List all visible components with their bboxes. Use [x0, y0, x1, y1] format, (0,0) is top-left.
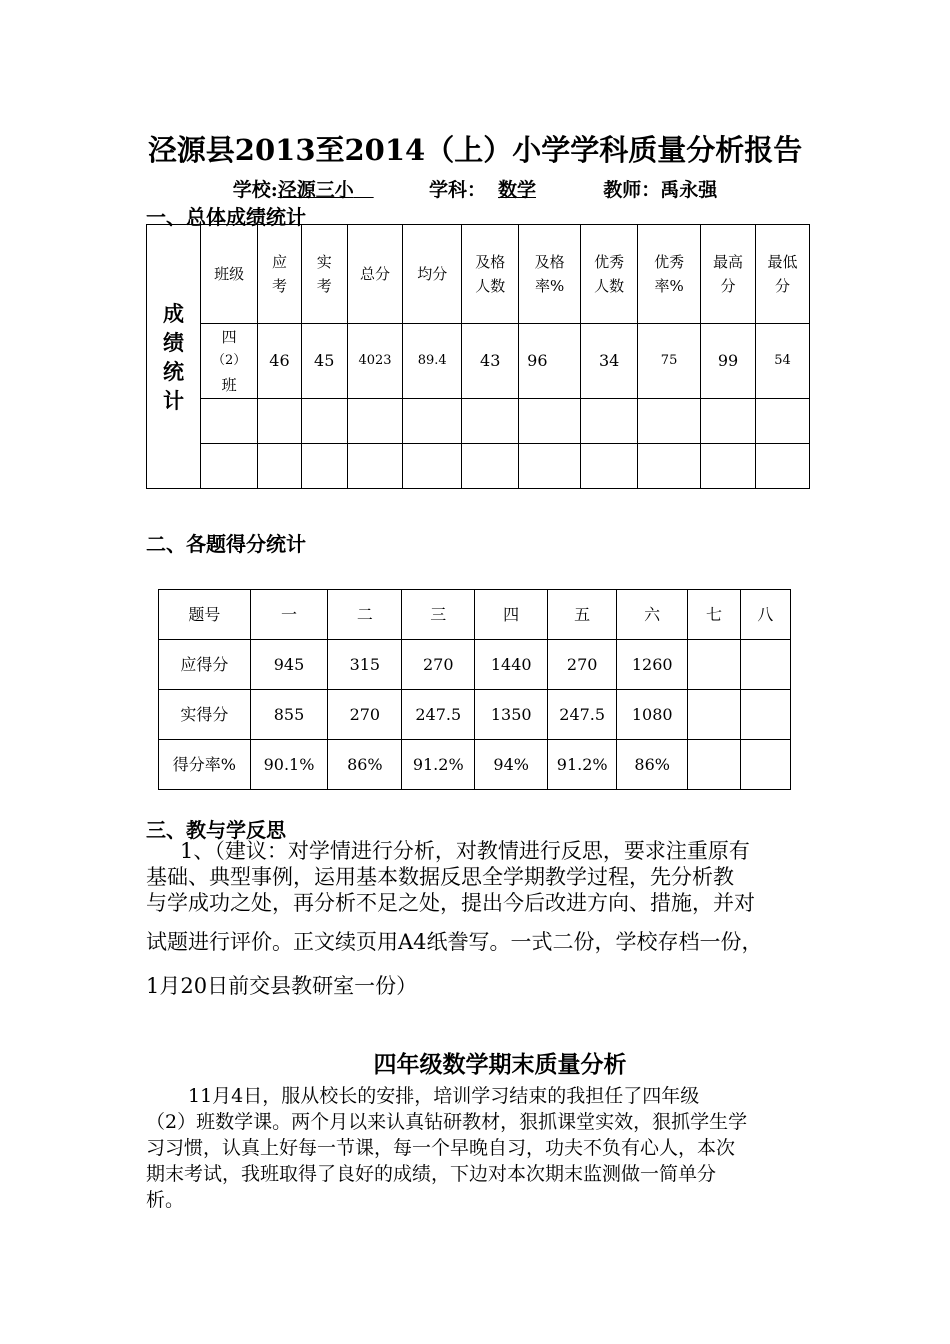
header-cell-max: 最高 分	[701, 225, 756, 324]
header-cell-excellent-count: 优秀 人数	[581, 225, 638, 324]
data-cell: 270	[548, 640, 617, 690]
data-cell: 89.4	[403, 324, 462, 399]
header-cell: 四	[475, 590, 548, 640]
data-cell: 247.5	[548, 690, 617, 740]
data-cell: 54	[756, 324, 810, 399]
table-row	[159, 740, 791, 790]
data-cell: 1350	[475, 690, 548, 740]
table-row	[159, 640, 791, 690]
data-cell: 270	[328, 690, 402, 740]
section1-heading: 一、总体成绩统计	[146, 205, 306, 229]
teacher-label: 教师：	[603, 179, 661, 201]
header-cell: 一	[250, 590, 327, 640]
table-row	[147, 324, 810, 399]
side-char: 绩	[163, 329, 184, 355]
data-cell: 315	[328, 640, 402, 690]
header-cell: 三	[402, 590, 475, 640]
data-cell: 34	[581, 324, 638, 399]
header-cell: 八	[740, 590, 790, 640]
report-meta-line	[0, 175, 950, 202]
class-cell: 四 （2） 班	[201, 324, 258, 399]
header-cell: 七	[688, 590, 740, 640]
header-cell-pass-count: 及格 人数	[462, 225, 519, 324]
data-cell: 945	[250, 640, 327, 690]
empty-row	[147, 444, 810, 489]
question-score-table	[158, 589, 791, 790]
row-label: 实得分	[159, 690, 251, 740]
header-cell-expected: 应 考	[258, 225, 301, 324]
table-header-row	[159, 590, 791, 640]
data-cell	[688, 690, 740, 740]
reflection-paragraph	[146, 838, 826, 916]
header-cell-average: 均分	[403, 225, 462, 324]
row-label: 得分率%	[159, 740, 251, 790]
side-char: 成	[163, 300, 184, 326]
side-char: 计	[163, 387, 184, 413]
data-cell: 4023	[347, 324, 402, 399]
analysis-paragraph	[146, 1083, 826, 1213]
paragraph-line: 习习惯，认真上好每一节课，每一个早晚自习，功夫不负有心人，本次	[146, 1137, 736, 1159]
header-cell: 二	[328, 590, 402, 640]
data-cell: 90.1%	[250, 740, 327, 790]
data-cell: 96	[519, 324, 581, 399]
data-cell: 43	[462, 324, 519, 399]
data-cell: 1440	[475, 640, 548, 690]
subject-label: 学科：	[428, 179, 486, 201]
data-cell	[740, 740, 790, 790]
paragraph-line: 试题进行评价。正文续页用A4纸誊写。一式二份，学校存档一份，	[146, 930, 763, 954]
paragraph-line: 析。	[146, 1189, 185, 1211]
header-cell: 题号	[159, 590, 251, 640]
data-cell: 45	[301, 324, 347, 399]
table-row	[159, 690, 791, 740]
data-cell	[740, 640, 790, 690]
header-cell-excellent-rate: 优秀 率%	[638, 225, 701, 324]
section3-heading: 三、教与学反思	[146, 818, 286, 842]
paragraph-line: 期末考试，我班取得了良好的成绩，下边对本次期末监测做一简单分	[146, 1163, 717, 1185]
header-cell: 六	[617, 590, 688, 640]
paragraph-line: 11月4日，服从校长的安排，培训学习结束的我担任了四年级	[188, 1085, 700, 1107]
data-cell: 270	[402, 640, 475, 690]
document-title: 泾源县2013至2014（上）小学学科质量分析报告	[147, 133, 803, 167]
paragraph-line: 基础、典型事例，运用基本数据反思全学期教学过程，先分析教	[146, 865, 734, 889]
data-cell: 1260	[617, 640, 688, 690]
data-cell: 247.5	[402, 690, 475, 740]
paragraph-line: 1月20日前交县教研室一份）	[146, 974, 418, 998]
paragraph-line: （2）班数学课。两个月以来认真钻研教材，狠抓课堂实效，狠抓学生学	[146, 1111, 748, 1133]
data-cell: 75	[638, 324, 701, 399]
data-cell	[688, 740, 740, 790]
header-cell: 五	[548, 590, 617, 640]
header-cell-pass-rate: 及格 率%	[519, 225, 581, 324]
section2-heading: 二、各题得分统计	[146, 532, 306, 556]
side-label-cell	[147, 225, 201, 489]
subject-value: 数学	[498, 179, 537, 201]
overall-score-table	[146, 224, 810, 489]
header-cell-actual: 实 考	[301, 225, 347, 324]
row-label: 应得分	[159, 640, 251, 690]
side-char: 统	[163, 358, 184, 384]
empty-row	[147, 399, 810, 444]
data-cell: 855	[250, 690, 327, 740]
data-cell: 94%	[475, 740, 548, 790]
data-cell: 1080	[617, 690, 688, 740]
data-cell: 99	[701, 324, 756, 399]
data-cell	[740, 690, 790, 740]
data-cell: 86%	[328, 740, 402, 790]
teacher-value: 禹永强	[660, 179, 718, 201]
paragraph-line: 1、（建议：对学情进行分析，对教情进行反思，要求注重原有	[180, 839, 750, 863]
data-cell: 86%	[617, 740, 688, 790]
school-label: 学校:	[232, 179, 278, 201]
data-cell: 91.2%	[548, 740, 617, 790]
header-cell-class: 班级	[201, 225, 258, 324]
analysis-title: 四年级数学期末质量分析	[373, 1051, 627, 1078]
header-cell-min: 最低 分	[756, 225, 810, 324]
header-cell-total: 总分	[347, 225, 402, 324]
school-value: 泾源三小	[277, 179, 354, 201]
data-cell: 91.2%	[402, 740, 475, 790]
data-cell	[688, 640, 740, 690]
paragraph-line: 与学成功之处，再分析不足之处，提出今后改进方向、措施，并对	[146, 891, 755, 915]
data-cell: 46	[258, 324, 301, 399]
